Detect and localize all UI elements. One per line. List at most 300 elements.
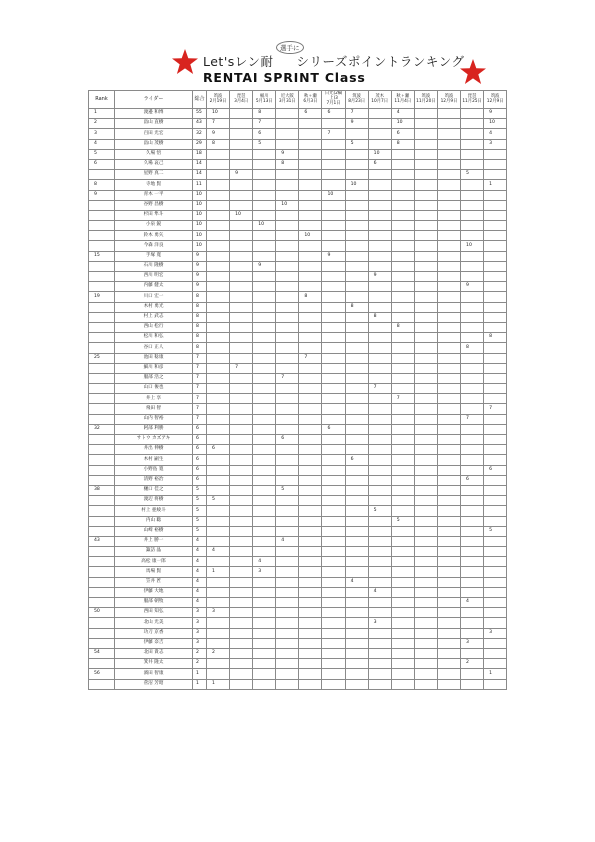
table-row: [89, 536, 507, 546]
event-points-cell: 10: [368, 149, 391, 159]
rider-name-cell: 久場 哀己: [115, 159, 193, 169]
event-points-cell: [414, 394, 437, 404]
event-points-cell: [484, 414, 507, 424]
event-points-cell: [484, 282, 507, 292]
event-points-cell: 7: [253, 119, 276, 129]
event-points-cell: [461, 322, 484, 332]
event-points-cell: [253, 241, 276, 251]
table-row: [89, 343, 507, 353]
event-points-cell: [461, 618, 484, 628]
event-points-cell: [368, 638, 391, 648]
event-points-cell: 6: [391, 129, 414, 139]
event-points-cell: [299, 119, 322, 129]
total-points-cell: 10: [193, 200, 207, 210]
event-points-cell: [230, 465, 253, 475]
rider-name-cell: 北田 貴志: [115, 648, 193, 658]
total-points-cell: 8: [193, 312, 207, 322]
rider-name-cell: 今森 洋良: [115, 241, 193, 251]
event-points-cell: 7: [345, 109, 368, 119]
rank-cell: [89, 496, 115, 506]
event-points-cell: [437, 190, 460, 200]
rider-name-cell: 菅沼 芳昭: [115, 679, 193, 689]
event-points-cell: [437, 608, 460, 618]
event-date: 10月7日: [371, 98, 389, 104]
event-points-cell: [230, 322, 253, 332]
event-points-cell: [391, 241, 414, 251]
rank-cell: [89, 577, 115, 587]
event-points-cell: [391, 618, 414, 628]
total-points-cell: 7: [193, 414, 207, 424]
event-points-cell: [414, 180, 437, 190]
event-points-cell: [253, 455, 276, 465]
event-points-cell: [299, 445, 322, 455]
event-points-cell: 6: [484, 465, 507, 475]
rider-name-cell: 清野 裕治: [115, 475, 193, 485]
event-points-cell: [368, 669, 391, 679]
event-points-cell: [230, 587, 253, 597]
event-points-cell: [230, 302, 253, 312]
table-row: [89, 679, 507, 689]
rider-name-cell: 青木 一平: [115, 190, 193, 200]
rider-name-cell: 西山 松行: [115, 322, 193, 332]
event-points-cell: [368, 536, 391, 546]
event-points-cell: [207, 577, 230, 587]
rank-cell: 50: [89, 608, 115, 618]
event-points-cell: [230, 496, 253, 506]
event-points-cell: [230, 628, 253, 638]
event-points-cell: [437, 628, 460, 638]
total-points-cell: 5: [193, 516, 207, 526]
event-points-cell: [299, 149, 322, 159]
rider-name-cell: 飛田 智: [115, 404, 193, 414]
event-points-cell: [299, 373, 322, 383]
event-points-cell: [437, 567, 460, 577]
event-date: 12月9日: [486, 98, 504, 104]
rank-cell: 54: [89, 648, 115, 658]
event-points-cell: [368, 282, 391, 292]
event-points-cell: [299, 465, 322, 475]
event-points-cell: [276, 322, 299, 332]
red-star-icon: [171, 48, 199, 76]
rank-cell: [89, 170, 115, 180]
event-points-cell: [299, 557, 322, 567]
event-points-cell: [322, 485, 345, 495]
event-points-cell: [207, 506, 230, 516]
total-points-cell: 32: [193, 129, 207, 139]
event-points-cell: [461, 536, 484, 546]
table-row: [89, 587, 507, 597]
event-points-cell: [345, 424, 368, 434]
event-points-cell: [276, 567, 299, 577]
rider-name-cell: 内藤 健太: [115, 282, 193, 292]
table-row: [89, 608, 507, 618]
event-points-cell: [414, 608, 437, 618]
event-points-cell: [322, 322, 345, 332]
total-points-cell: 5: [193, 485, 207, 495]
event-points-cell: [437, 272, 460, 282]
event-points-cell: [299, 200, 322, 210]
event-points-cell: [207, 200, 230, 210]
event-points-cell: [368, 485, 391, 495]
event-points-cell: 6: [368, 159, 391, 169]
event-points-cell: [322, 526, 345, 536]
event-points-cell: [207, 373, 230, 383]
event-points-cell: [322, 292, 345, 302]
rider-name-cell: 服部 朝牧: [115, 598, 193, 608]
event-header: [207, 91, 230, 109]
event-points-cell: [207, 221, 230, 231]
event-points-cell: [368, 547, 391, 557]
event-points-cell: [391, 333, 414, 343]
event-header: [230, 91, 253, 109]
event-points-cell: [345, 129, 368, 139]
total-points-cell: 7: [193, 373, 207, 383]
event-points-cell: [345, 272, 368, 282]
table-row: [89, 241, 507, 251]
event-points-cell: [414, 159, 437, 169]
event-points-cell: [391, 384, 414, 394]
event-points-cell: [437, 475, 460, 485]
event-points-cell: [345, 394, 368, 404]
event-points-cell: [437, 200, 460, 210]
event-points-cell: 6: [345, 455, 368, 465]
event-points-cell: 7: [230, 363, 253, 373]
table-row: [89, 516, 507, 526]
event-points-cell: [437, 465, 460, 475]
event-points-cell: [299, 302, 322, 312]
event-points-cell: [253, 231, 276, 241]
event-points-cell: [414, 322, 437, 332]
rider-name-cell: 井出 伸樹: [115, 445, 193, 455]
event-points-cell: [391, 292, 414, 302]
event-points-cell: [391, 180, 414, 190]
event-points-cell: [391, 679, 414, 689]
event-points-cell: [414, 547, 437, 557]
rank-cell: [89, 373, 115, 383]
event-points-cell: [391, 659, 414, 669]
event-points-cell: [461, 109, 484, 119]
event-points-cell: [322, 282, 345, 292]
rank-cell: [89, 414, 115, 424]
rank-cell: [89, 679, 115, 689]
event-points-cell: [253, 485, 276, 495]
event-points-cell: [461, 384, 484, 394]
event-points-cell: [484, 159, 507, 169]
event-points-cell: [276, 251, 299, 261]
rank-cell: 9: [89, 190, 115, 200]
table-row: [89, 129, 507, 139]
table-row: [89, 109, 507, 119]
event-points-cell: [368, 648, 391, 658]
event-points-cell: [230, 119, 253, 129]
rank-cell: 5: [89, 149, 115, 159]
rider-name-cell: 細川 和彦: [115, 363, 193, 373]
rider-name-cell: 畠山 茂樹: [115, 139, 193, 149]
event-points-cell: [207, 210, 230, 220]
event-points-cell: [345, 516, 368, 526]
event-points-cell: [207, 272, 230, 282]
rider-name-cell: 渡辺 将樹: [115, 496, 193, 506]
event-points-cell: [253, 679, 276, 689]
table-row: [89, 363, 507, 373]
event-points-cell: 10: [391, 119, 414, 129]
total-points-cell: 3: [193, 638, 207, 648]
event-points-cell: 10: [461, 241, 484, 251]
table-row: [89, 485, 507, 495]
event-points-cell: 7: [461, 414, 484, 424]
event-venue: 近大阪: [280, 93, 294, 99]
event-points-cell: [253, 414, 276, 424]
event-points-cell: [345, 506, 368, 516]
event-points-cell: [461, 526, 484, 536]
event-points-cell: [230, 180, 253, 190]
event-points-cell: 5: [461, 170, 484, 180]
event-points-cell: [391, 435, 414, 445]
event-points-cell: [437, 312, 460, 322]
rider-name-cell: 伊藤 奈吉: [115, 638, 193, 648]
total-points-cell: 14: [193, 159, 207, 169]
event-points-cell: 8: [345, 302, 368, 312]
event-points-cell: 3: [368, 618, 391, 628]
table-row: [89, 577, 507, 587]
event-points-cell: [207, 312, 230, 322]
event-points-cell: [368, 414, 391, 424]
event-points-cell: [345, 159, 368, 169]
event-points-cell: [461, 231, 484, 241]
event-points-cell: [253, 343, 276, 353]
event-points-cell: [207, 261, 230, 271]
event-points-cell: 9: [461, 282, 484, 292]
event-points-cell: [230, 536, 253, 546]
table-row: [89, 251, 507, 261]
total-points-cell: 1: [193, 679, 207, 689]
event-points-cell: [414, 353, 437, 363]
total-points-cell: 6: [193, 445, 207, 455]
event-points-cell: [322, 455, 345, 465]
event-points-cell: [345, 210, 368, 220]
event-points-cell: 8: [461, 343, 484, 353]
event-points-cell: [207, 598, 230, 608]
event-points-cell: [322, 363, 345, 373]
rider-name-cell: 星野 真二: [115, 170, 193, 180]
event-points-cell: [368, 231, 391, 241]
event-points-cell: [345, 536, 368, 546]
rank-cell: [89, 394, 115, 404]
event-points-cell: [461, 485, 484, 495]
event-points-cell: [322, 210, 345, 220]
event-points-cell: [391, 526, 414, 536]
event-points-cell: 6: [322, 424, 345, 434]
event-points-cell: [437, 261, 460, 271]
event-venue: 筑波: [421, 93, 431, 99]
table-row: [89, 200, 507, 210]
event-points-cell: [230, 404, 253, 414]
event-points-cell: [461, 394, 484, 404]
rider-name-cell: 石川 隆樹: [115, 261, 193, 271]
rank-header: Rank: [89, 91, 115, 109]
event-points-cell: [299, 638, 322, 648]
event-points-cell: [345, 170, 368, 180]
event-points-cell: [276, 577, 299, 587]
total-points-cell: 2: [193, 648, 207, 658]
event-points-cell: [437, 282, 460, 292]
event-points-cell: 9: [276, 149, 299, 159]
event-points-cell: [322, 659, 345, 669]
rider-name-cell: 渡邉 和博: [115, 109, 193, 119]
event-points-cell: 7: [484, 404, 507, 414]
table-header-row: [89, 91, 507, 109]
table-row: [89, 210, 507, 220]
event-points-cell: [484, 170, 507, 180]
event-points-cell: [461, 119, 484, 129]
event-points-cell: [207, 241, 230, 251]
event-points-cell: [461, 608, 484, 618]
event-points-cell: [299, 506, 322, 516]
rank-cell: 43: [89, 536, 115, 546]
event-points-cell: [207, 251, 230, 261]
event-points-cell: [391, 628, 414, 638]
event-points-cell: [230, 272, 253, 282]
event-points-cell: [484, 231, 507, 241]
rank-cell: [89, 506, 115, 516]
total-points-cell: 5: [193, 496, 207, 506]
event-points-cell: [276, 353, 299, 363]
event-points-cell: [414, 648, 437, 658]
event-points-cell: [437, 394, 460, 404]
event-points-cell: [299, 180, 322, 190]
rank-cell: [89, 404, 115, 414]
table-row: [89, 322, 507, 332]
rider-name-cell: 池田 稔康: [115, 353, 193, 363]
event-points-cell: 2: [461, 659, 484, 669]
event-points-cell: [322, 119, 345, 129]
rider-name-cell: 伊藤 大地: [115, 587, 193, 597]
event-points-cell: [391, 312, 414, 322]
event-points-cell: [299, 485, 322, 495]
event-points-cell: [414, 241, 437, 251]
event-points-cell: [253, 282, 276, 292]
event-points-cell: [484, 679, 507, 689]
event-points-cell: [322, 302, 345, 312]
event-points-cell: [207, 149, 230, 159]
table-row: [89, 496, 507, 506]
event-points-cell: [437, 292, 460, 302]
event-points-cell: [484, 312, 507, 322]
event-points-cell: [484, 496, 507, 506]
event-points-cell: [276, 679, 299, 689]
event-points-cell: [253, 669, 276, 679]
event-points-cell: [484, 557, 507, 567]
rank-cell: 4: [89, 139, 115, 149]
event-points-cell: [414, 272, 437, 282]
event-points-cell: [230, 659, 253, 669]
event-points-cell: [322, 435, 345, 445]
event-points-cell: 3: [484, 139, 507, 149]
event-points-cell: [368, 241, 391, 251]
event-points-cell: 8: [391, 139, 414, 149]
rank-cell: [89, 526, 115, 536]
event-points-cell: [484, 598, 507, 608]
event-points-cell: 10: [299, 231, 322, 241]
total-points-cell: 4: [193, 587, 207, 597]
rider-name-cell: 功刀 京香: [115, 628, 193, 638]
ranking-table: [88, 90, 507, 690]
event-points-cell: [276, 170, 299, 180]
total-header: 総合: [193, 91, 207, 109]
rider-header: ライダー: [115, 91, 193, 109]
event-points-cell: [391, 424, 414, 434]
event-date: 8月23日: [348, 98, 365, 104]
event-points-cell: [368, 424, 391, 434]
total-points-cell: 9: [193, 251, 207, 261]
event-points-cell: [414, 526, 437, 536]
event-points-cell: [391, 536, 414, 546]
event-points-cell: [253, 200, 276, 210]
event-points-cell: 5: [345, 139, 368, 149]
event-points-cell: [322, 180, 345, 190]
event-points-cell: [276, 445, 299, 455]
event-points-cell: 7: [322, 129, 345, 139]
event-points-cell: [437, 618, 460, 628]
event-points-cell: [299, 210, 322, 220]
event-points-cell: [414, 200, 437, 210]
event-points-cell: 4: [345, 577, 368, 587]
event-points-cell: [391, 373, 414, 383]
event-header: [253, 91, 276, 109]
event-points-cell: [322, 394, 345, 404]
event-points-cell: 6: [207, 445, 230, 455]
rider-name-cell: 松川 和弘: [115, 333, 193, 343]
rider-name-cell: 笠井 匠: [115, 577, 193, 587]
event-points-cell: [299, 435, 322, 445]
event-points-cell: [230, 373, 253, 383]
event-points-cell: [299, 170, 322, 180]
event-points-cell: [437, 577, 460, 587]
event-points-cell: [230, 567, 253, 577]
event-points-cell: [253, 628, 276, 638]
event-points-cell: [437, 485, 460, 495]
event-points-cell: [461, 292, 484, 302]
event-points-cell: [230, 648, 253, 658]
event-venue: 日光(2輪上)3: [324, 91, 343, 102]
event-points-cell: [207, 302, 230, 312]
rider-name-cell: 久場 悟: [115, 149, 193, 159]
event-points-cell: [276, 547, 299, 557]
event-points-cell: [322, 343, 345, 353]
event-points-cell: [345, 465, 368, 475]
event-points-cell: [368, 119, 391, 129]
event-points-cell: [322, 445, 345, 455]
event-venue: 秋ヶ瀬: [303, 93, 317, 99]
event-points-cell: [276, 119, 299, 129]
rank-cell: [89, 628, 115, 638]
event-points-cell: [484, 506, 507, 516]
event-points-cell: [461, 465, 484, 475]
total-points-cell: 7: [193, 384, 207, 394]
event-points-cell: [299, 496, 322, 506]
event-points-cell: [299, 159, 322, 169]
event-points-cell: [368, 129, 391, 139]
rider-name-cell: 阿部 利勝: [115, 424, 193, 434]
total-points-cell: 5: [193, 526, 207, 536]
rider-name-cell: 山口 俊也: [115, 384, 193, 394]
event-points-cell: [437, 363, 460, 373]
event-points-cell: [230, 547, 253, 557]
event-points-cell: [299, 608, 322, 618]
event-points-cell: [414, 109, 437, 119]
event-points-cell: [461, 567, 484, 577]
event-date: 12月9日: [440, 98, 458, 104]
